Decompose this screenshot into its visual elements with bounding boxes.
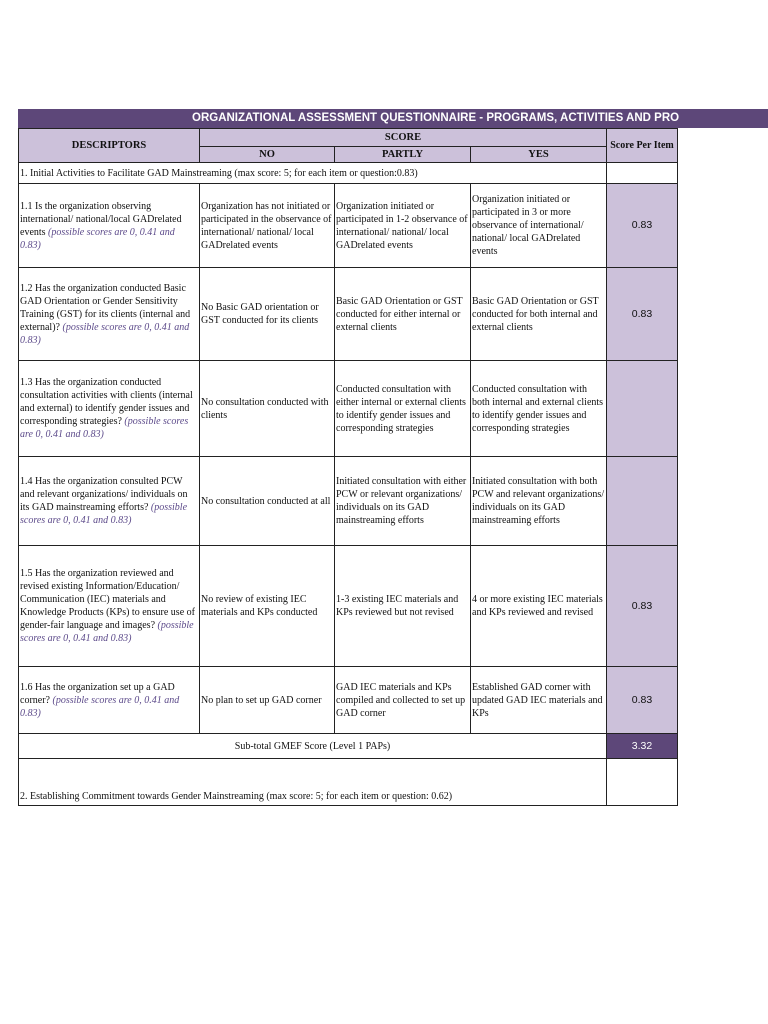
table-row: [19, 268, 678, 361]
score-cell[interactable]: 0.83: [607, 667, 678, 734]
possible-scores: (possible scores are 0, 0.41 and 0.83): [20, 694, 180, 719]
answer-no: No Basic GAD orientation or GST conducted for its clients: [200, 268, 335, 361]
table-row: [19, 457, 678, 546]
table-row: [19, 184, 678, 268]
table-row: [19, 546, 678, 667]
answer-yes: 4 or more existing IEC materials and KPs reviewed and revised: [471, 546, 607, 667]
answer-no: No consultation conducted with clients: [200, 361, 335, 457]
question-cell: [19, 268, 200, 361]
question-cell: [19, 184, 200, 268]
possible-scores: (possible scores are 0, 0.41 and 0.83): [20, 321, 190, 346]
answer-yes: Basic GAD Orientation or GST conducted for both internal and external clients: [471, 268, 607, 361]
answer-partly: 1-3 existing IEC materials and KPs reviewed but not revised: [335, 546, 471, 667]
header-partly: PARTLY: [335, 147, 471, 163]
answer-yes: Conducted consultation with both internal and external clients to identify gender issues and corresponding strategies: [471, 361, 607, 457]
answer-partly: Organization initiated or participated in 1-2 observance of international/ national/ local GADrelated events: [335, 184, 471, 268]
subtotal-label: Sub-total GMEF Score (Level 1 PAPs): [19, 734, 607, 759]
header-no: NO: [200, 147, 335, 163]
question-text: 1.6 Has the organization set up a GAD corner?: [20, 681, 175, 706]
answer-partly: GAD IEC materials and KPs compiled and collected to set up GAD corner: [335, 667, 471, 734]
header-score-per-item: Score Per Item: [607, 129, 678, 163]
table-row: [19, 361, 678, 457]
question-cell: [19, 457, 200, 546]
possible-scores: (possible scores are 0, 0.41 and 0.83): [20, 226, 175, 251]
answer-no: No consultation conducted at all: [200, 457, 335, 546]
section-2-heading: 2. Establishing Commitment towards Gender Mainstreaming (max score: 5; for each item or question: 0.62): [19, 759, 607, 806]
section-2-row: [19, 759, 678, 806]
question-text: 1.5 Has the organization reviewed and revised existing Information/Education/ Communication (IEC) materials and Knowledge Products (KPs) to ensure use of gender-fair language and images?: [20, 568, 195, 631]
section-1-blank: [607, 163, 678, 184]
answer-partly: Initiated consultation with either PCW or relevant organizations/ individuals on its GAD mainstreaming efforts: [335, 457, 471, 546]
table-row: [19, 667, 678, 734]
possible-scores: (possible scores are 0, 0.41 and 0.83): [20, 620, 194, 644]
subtotal-row: [19, 734, 678, 759]
assessment-table: [18, 128, 678, 806]
question-text: 1.3 Has the organization conducted consultation activities with clients (internal and external) to identify gender issues and corresponding strategies?: [20, 377, 193, 427]
sheet-title: ORGANIZATIONAL ASSESSMENT QUESTIONNAIRE - PROGRAMS, ACTIVITIES AND PRO: [18, 109, 768, 128]
subtotal-value[interactable]: 3.32: [607, 734, 678, 759]
score-cell[interactable]: 0.83: [607, 268, 678, 361]
score-cell[interactable]: [607, 361, 678, 457]
section-1-heading: 1. Initial Activities to Facilitate GAD Mainstreaming (max score: 5; for each item or question:0.83): [19, 163, 607, 184]
answer-partly: Conducted consultation with either internal or external clients to identify gender issues and corresponding strategies: [335, 361, 471, 457]
header-score: SCORE: [200, 129, 607, 147]
answer-yes: Organization initiated or participated in 3 or more observance of international/ national/ local GADrelated events: [471, 184, 607, 268]
answer-no: Organization has not initiated or participated in the observance of international/ national/ local GADrelated events: [200, 184, 335, 268]
answer-yes: Established GAD corner with updated GAD IEC materials and KPs: [471, 667, 607, 734]
header-yes: YES: [471, 147, 607, 163]
header-descriptors: DESCRIPTORS: [19, 129, 200, 163]
section-2-blank: [607, 759, 678, 806]
answer-partly: Basic GAD Orientation or GST conducted for either internal or external clients: [335, 268, 471, 361]
possible-scores: (possible scores are 0, 0.41 and 0.83): [20, 502, 188, 526]
question-text: 1.1 Is the organization observing international/ national/local GADrelated events: [20, 200, 182, 238]
score-cell[interactable]: [607, 457, 678, 546]
score-cell[interactable]: 0.83: [607, 546, 678, 667]
question-cell: [19, 361, 200, 457]
answer-yes: Initiated consultation with both PCW and relevant organizations/ individuals on its GAD mainstreaming efforts: [471, 457, 607, 546]
answer-no: No plan to set up GAD corner: [200, 667, 335, 734]
question-text: 1.2 Has the organization conducted Basic GAD Orientation or Gender Sensitivity Training (GST) for its clients (internal and external)?: [20, 282, 191, 333]
question-cell: [19, 546, 200, 667]
question-cell: [19, 667, 200, 734]
score-cell[interactable]: 0.83: [607, 184, 678, 268]
answer-no: No review of existing IEC materials and KPs conducted: [200, 546, 335, 667]
possible-scores: (possible scores are 0, 0.41 and 0.83): [20, 416, 189, 440]
question-text: 1.4 Has the organization consulted PCW and relevant organizations/ individuals on its GAD mainstreaming efforts?: [20, 476, 188, 513]
